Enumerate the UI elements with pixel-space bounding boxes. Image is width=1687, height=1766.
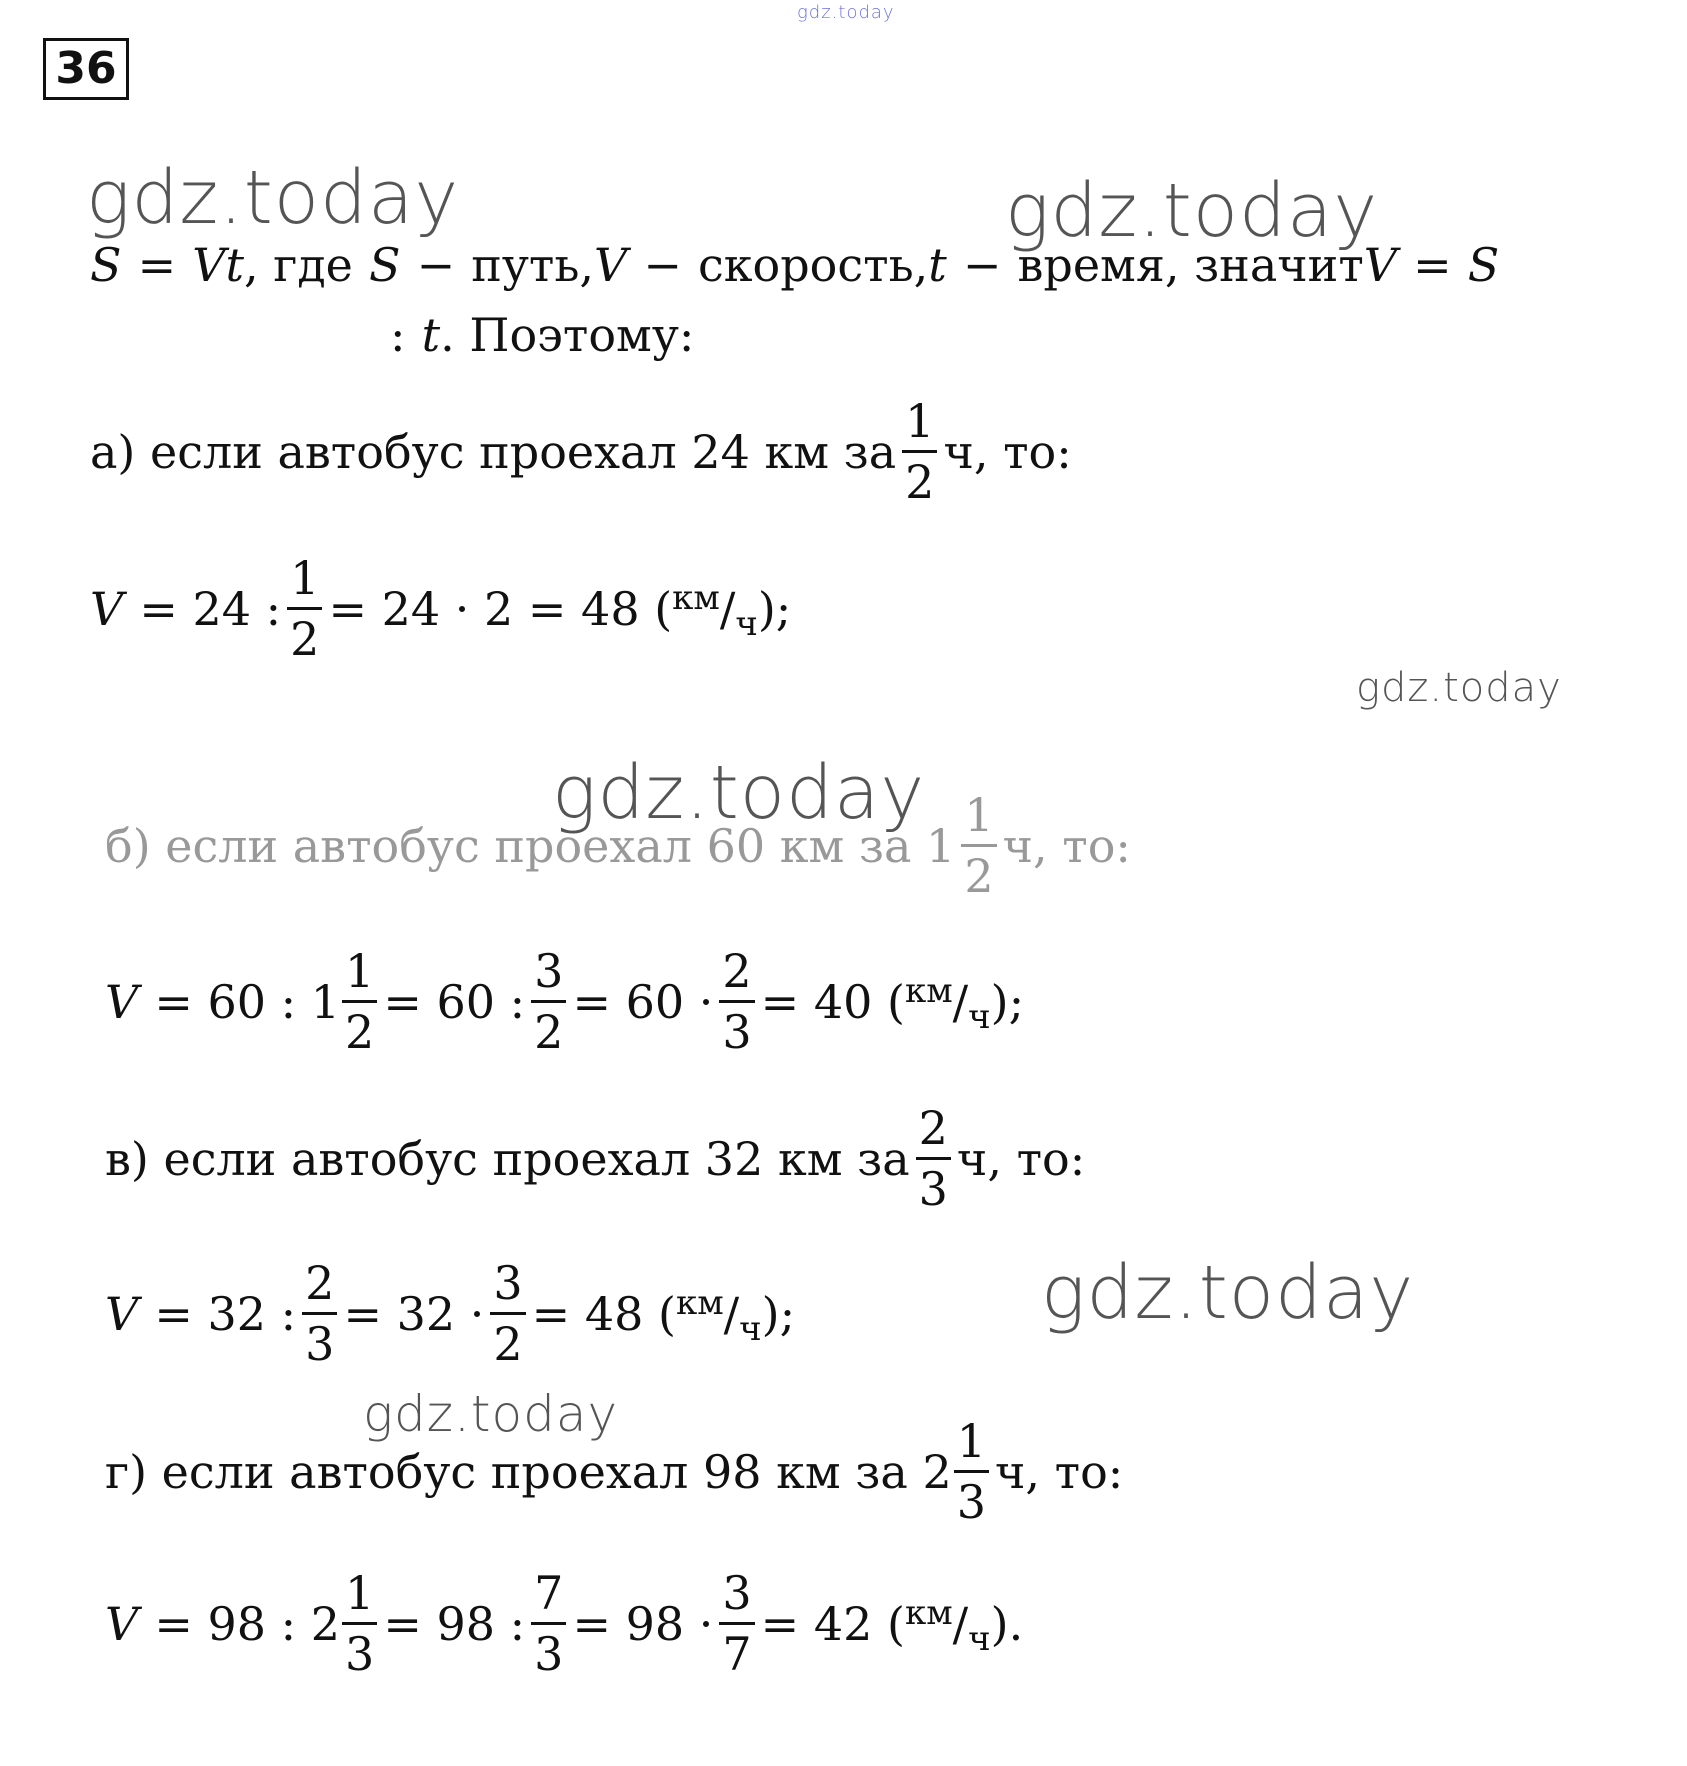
expr: = 42 (	[760, 1596, 905, 1651]
part-b-condition	[105, 788, 1131, 903]
watermark-tiny: gdz.today	[797, 2, 895, 23]
unit-h: ч	[968, 996, 991, 1037]
part-c-condition	[105, 1101, 1086, 1216]
numerator: 2	[305, 1256, 335, 1310]
expr: = 60 ·	[572, 974, 714, 1029]
var-S: S	[368, 238, 401, 292]
numerator: 2	[722, 944, 752, 998]
unit-km: км	[904, 970, 953, 1011]
part-a-condition	[90, 394, 1072, 509]
var-V: V	[90, 581, 124, 636]
expr: = 98 : 2	[154, 1596, 341, 1651]
denominator: 2	[342, 1000, 377, 1055]
intro-line-1	[90, 238, 1500, 292]
denominator: 3	[954, 1470, 989, 1525]
watermark-3: gdz.today	[1356, 665, 1562, 711]
condition-suffix: ч, то:	[1002, 818, 1131, 873]
numerator: 2	[918, 1101, 948, 1155]
part-c-solution	[105, 1256, 796, 1371]
unit-h: ч	[739, 1308, 762, 1349]
colon: :	[390, 308, 406, 362]
intro-text-4: время, значит	[1017, 238, 1364, 292]
denominator: 3	[531, 1622, 566, 1677]
denominator: 3	[302, 1312, 337, 1367]
watermark-2: gdz.today	[1005, 168, 1379, 254]
intro-line-2	[390, 308, 695, 362]
denominator: 3	[916, 1157, 951, 1212]
expr: = 48 (	[531, 1286, 676, 1341]
fraction	[531, 944, 566, 1059]
unit-h: ч	[968, 1618, 991, 1659]
expr: = 24 :	[139, 581, 282, 636]
equals: =	[1413, 238, 1452, 292]
var-S: S	[1467, 238, 1500, 292]
expr-end: ).	[990, 1596, 1024, 1651]
numerator: 3	[722, 1566, 752, 1620]
denominator: 2	[287, 607, 322, 662]
numerator: 3	[493, 1256, 523, 1310]
expr-end: );	[990, 974, 1025, 1029]
numerator: 1	[964, 788, 994, 842]
unit-km: км	[904, 1592, 953, 1633]
var-t: t	[928, 238, 947, 292]
fraction	[287, 551, 322, 666]
expr: = 98 ·	[572, 1596, 714, 1651]
denominator: 2	[902, 450, 937, 505]
unit-km-per-h	[904, 970, 991, 1037]
intro-text-1: , где	[243, 238, 353, 292]
var-V: V	[594, 238, 628, 292]
unit-slash: /	[723, 1286, 740, 1341]
equals: =	[137, 238, 177, 292]
intro-text-5: . Поэтому:	[440, 308, 695, 362]
unit-slash: /	[952, 1596, 969, 1651]
dash: −	[962, 238, 1002, 292]
var-V: V	[105, 1596, 139, 1651]
fraction	[531, 1566, 566, 1681]
fraction	[902, 394, 937, 509]
expr: = 32 :	[154, 1286, 297, 1341]
unit-h: ч	[735, 603, 758, 644]
denominator: 2	[531, 1000, 566, 1055]
dash: −	[416, 238, 456, 292]
denominator: 2	[490, 1312, 525, 1367]
var-Vt: Vt	[192, 238, 244, 292]
intro-text-2: путь,	[471, 238, 595, 292]
watermark-5: gdz.today	[1041, 1250, 1415, 1336]
unit-slash: /	[952, 974, 969, 1029]
condition-suffix: ч, то:	[943, 424, 1072, 479]
numerator: 1	[345, 1566, 375, 1620]
unit-km: км	[675, 1282, 724, 1323]
condition-text: г) если автобус проехал 98 км за 2	[105, 1444, 952, 1499]
fraction	[961, 788, 996, 903]
var-S: S	[90, 238, 122, 292]
watermark-4: gdz.today	[552, 750, 926, 836]
expr: = 98 :	[383, 1596, 526, 1651]
expr: = 60 :	[383, 974, 526, 1029]
expr: = 24 · 2 = 48 (	[328, 581, 673, 636]
fraction	[342, 944, 377, 1059]
condition-text: б) если автобус проехал 60 км за 1	[105, 818, 956, 873]
part-b-solution	[105, 944, 1025, 1059]
unit-km-per-h	[675, 1282, 762, 1349]
numerator: 7	[534, 1566, 564, 1620]
denominator: 7	[719, 1622, 754, 1677]
expr: = 60 : 1	[154, 974, 341, 1029]
var-t: t	[421, 308, 441, 362]
unit-km-per-h	[672, 577, 758, 644]
intro-text-3: скорость,	[698, 238, 929, 292]
watermark-6: gdz.today	[363, 1385, 619, 1443]
fraction	[719, 1566, 754, 1681]
dash: −	[643, 238, 682, 292]
numerator: 3	[534, 944, 564, 998]
condition-suffix: ч, то:	[956, 1131, 1086, 1186]
fraction	[916, 1101, 951, 1216]
numerator: 1	[290, 551, 320, 605]
var-V: V	[105, 1286, 139, 1341]
fraction	[342, 1566, 377, 1681]
var-V: V	[1363, 238, 1398, 292]
unit-km-per-h	[904, 1592, 991, 1659]
fraction	[302, 1256, 337, 1371]
numerator: 1	[905, 394, 935, 448]
expr-end: );	[757, 581, 792, 636]
unit-km: км	[672, 577, 720, 618]
denominator: 3	[719, 1000, 754, 1055]
part-d-solution	[105, 1566, 1024, 1681]
fraction	[719, 944, 754, 1059]
condition-suffix: ч, то:	[995, 1444, 1124, 1499]
denominator: 3	[342, 1622, 377, 1677]
expr: = 32 ·	[343, 1286, 485, 1341]
fraction	[490, 1256, 525, 1371]
unit-slash: /	[719, 581, 736, 636]
expr-end: );	[761, 1286, 796, 1341]
part-a-solution	[90, 551, 792, 666]
problem-number-box: 36	[43, 38, 129, 100]
numerator: 1	[956, 1414, 986, 1468]
condition-text: а) если автобус проехал 24 км за	[90, 424, 897, 479]
denominator: 2	[961, 844, 996, 899]
condition-text: в) если автобус проехал 32 км за	[105, 1131, 910, 1186]
expr: = 40 (	[760, 974, 905, 1029]
numerator: 1	[345, 944, 375, 998]
fraction	[954, 1414, 989, 1529]
watermark-1: gdz.today	[86, 155, 460, 241]
var-V: V	[105, 974, 139, 1029]
